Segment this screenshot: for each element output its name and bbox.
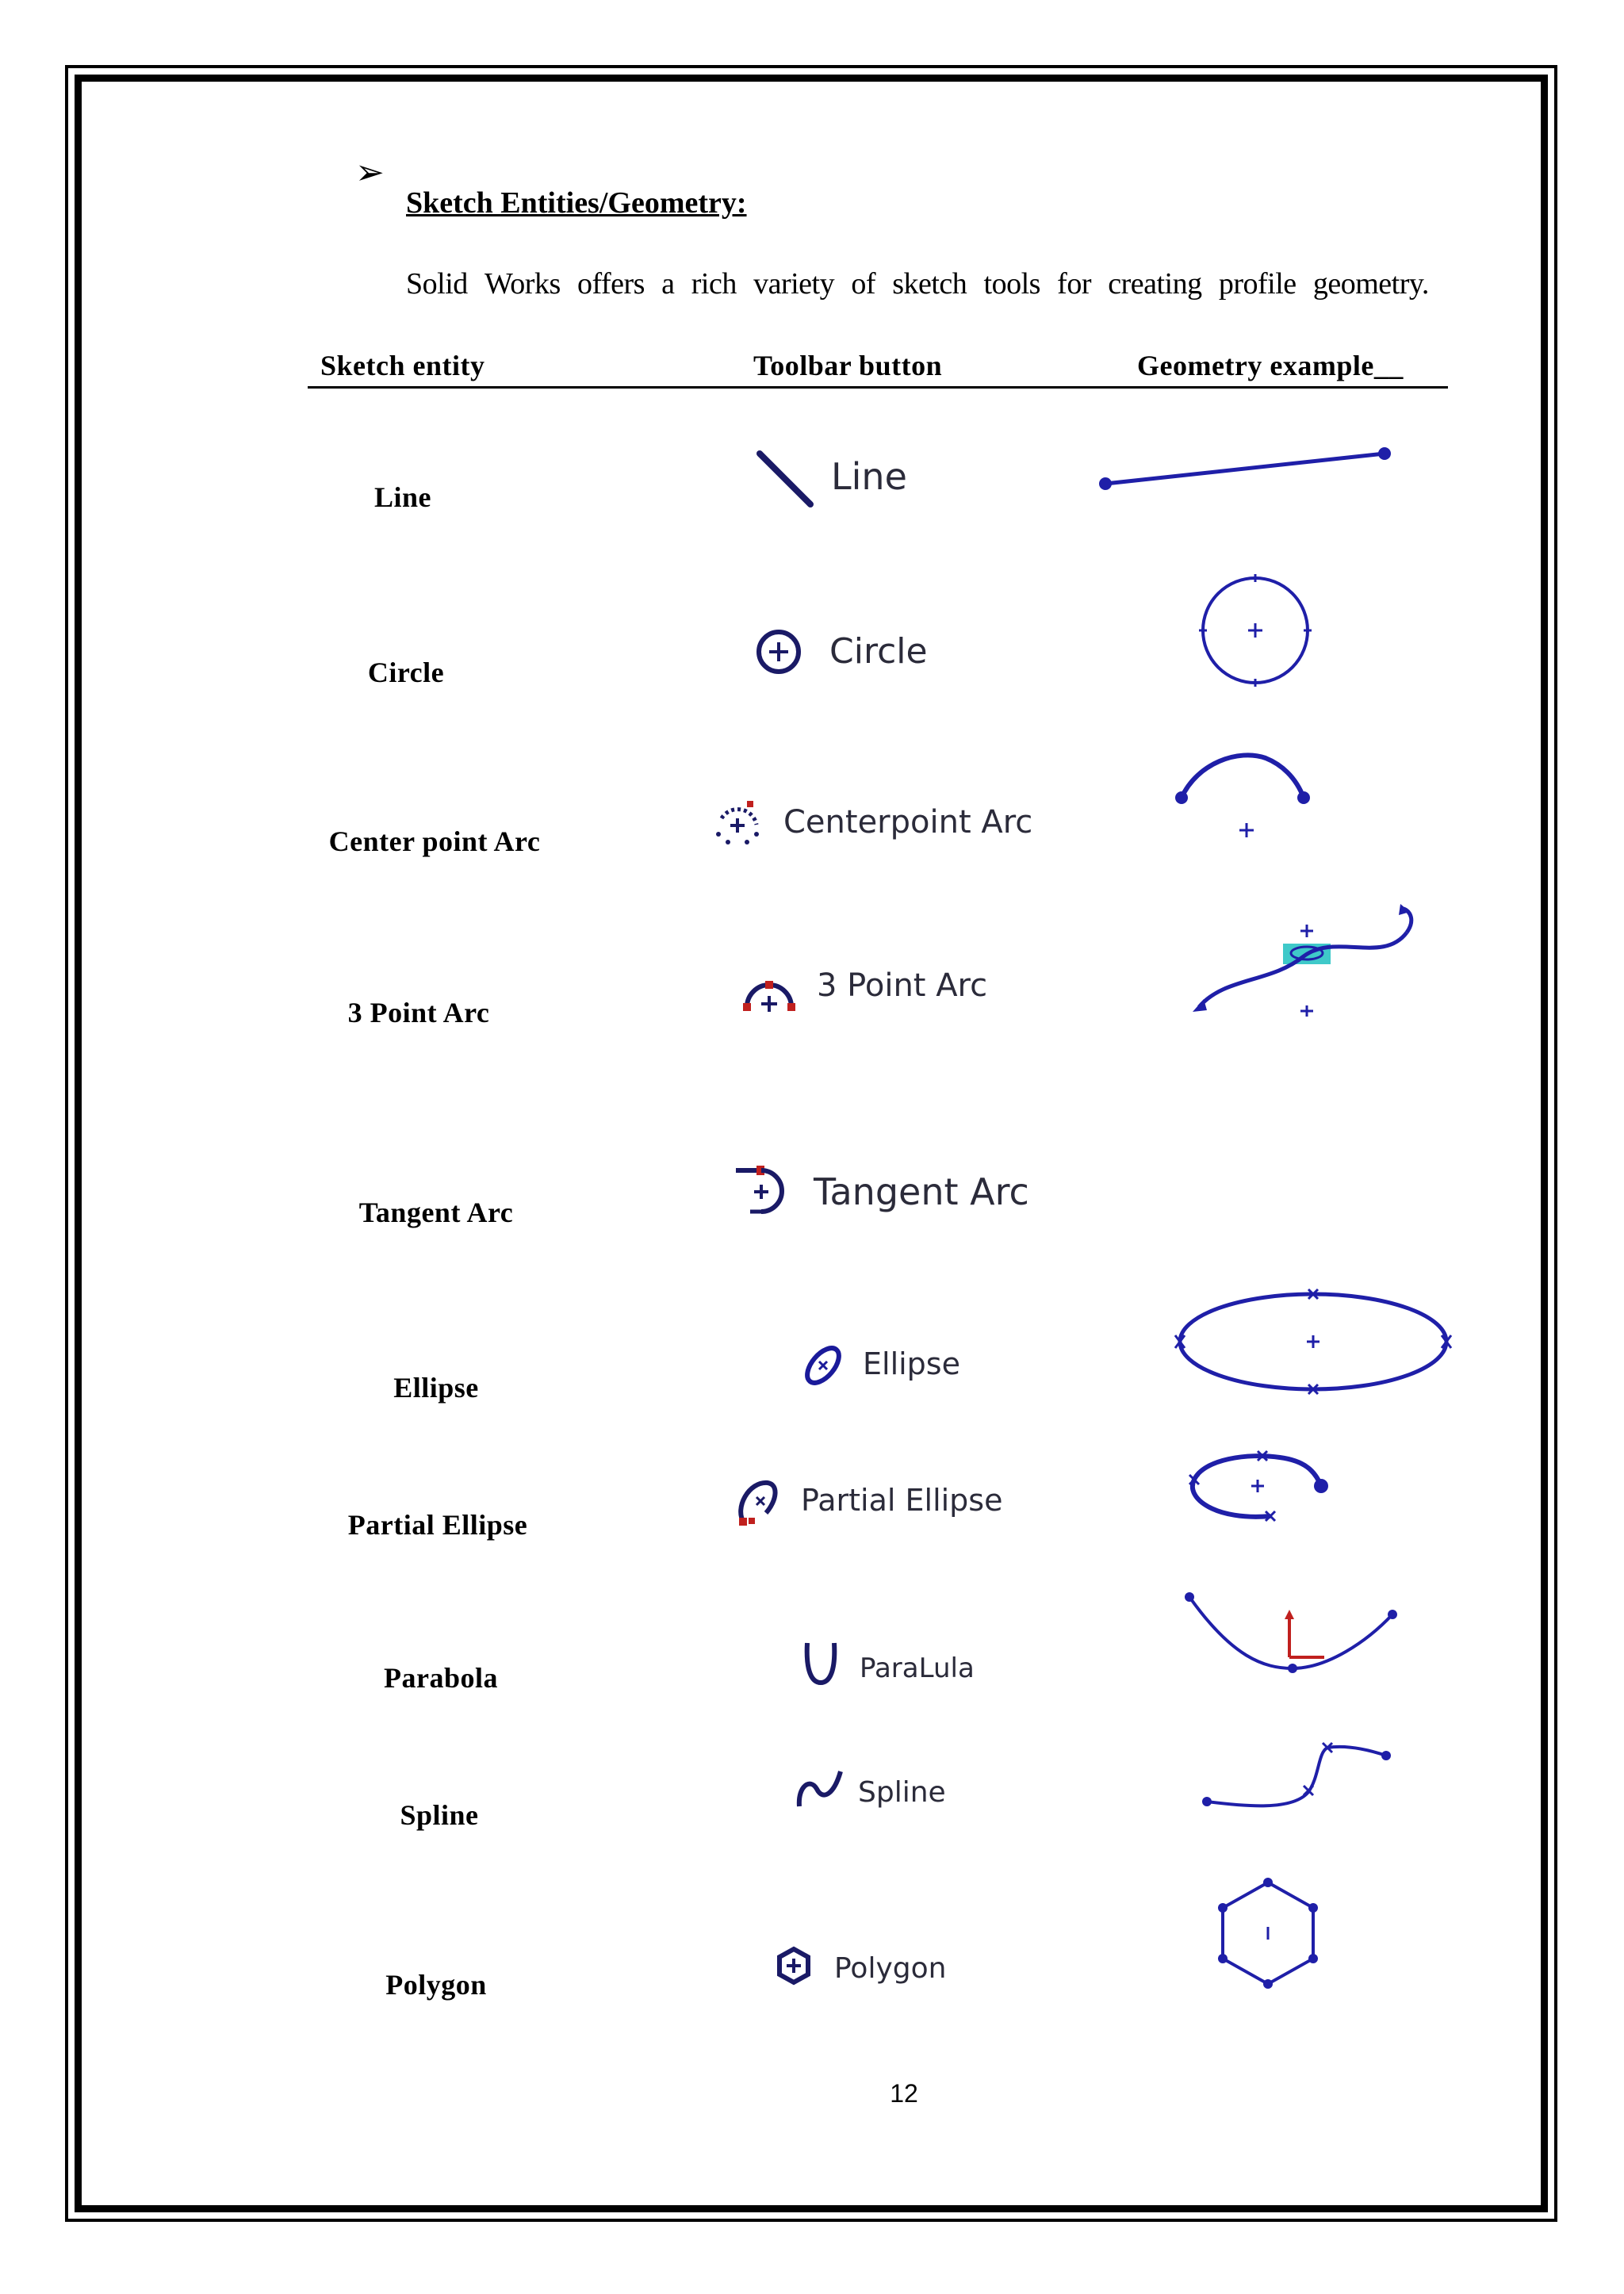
geometry-example-centerpoint-arc	[1162, 737, 1337, 848]
intro-word: of	[851, 267, 875, 301]
geometry-example-partial-ellipse	[1185, 1438, 1343, 1534]
parabola-icon[interactable]	[801, 1640, 841, 1687]
intro-word: a	[661, 267, 675, 301]
intro-word: profile	[1218, 267, 1297, 301]
intro-word: sketch	[892, 267, 967, 301]
intro-word: creating	[1108, 267, 1202, 301]
tangent-arc-icon[interactable]	[733, 1161, 788, 1221]
section-heading: Sketch Entities/Geometry:	[406, 186, 747, 220]
intro-word: Works	[484, 267, 561, 301]
intro-word: offers	[576, 267, 645, 301]
geometry-example-ellipse	[1170, 1280, 1456, 1407]
ellipse-icon[interactable]	[799, 1342, 847, 1389]
geometry-example-polygon	[1208, 1875, 1327, 1993]
toolbar-button-centerpoint-arc[interactable]: Centerpoint Arc	[783, 804, 1033, 841]
circle-icon[interactable]	[753, 626, 804, 677]
entity-label-spline: Spline	[400, 1799, 479, 1831]
intro-paragraph	[406, 266, 1429, 301]
toolbar-button-circle[interactable]: Circle	[829, 631, 928, 672]
entity-label-polygon: Polygon	[385, 1969, 487, 2001]
arrow-bullet-icon: ➢	[355, 152, 385, 193]
entity-label-tangent-arc: Tangent Arc	[358, 1197, 514, 1228]
toolbar-button-spline[interactable]: Spline	[858, 1776, 946, 1809]
line-icon[interactable]	[753, 447, 817, 511]
geometry-example-spline	[1197, 1729, 1404, 1816]
toolbar-button-3-point-arc[interactable]: 3 Point Arc	[817, 967, 988, 1004]
partial-ellipse-icon[interactable]	[733, 1476, 780, 1529]
entity-label-centerpoint-arc: Center point Arc	[328, 825, 541, 857]
spline-icon[interactable]	[795, 1762, 845, 1813]
entity-label-line: Line	[373, 481, 431, 513]
geometry-example-line	[1086, 436, 1396, 500]
geometry-example-circle	[1188, 563, 1323, 698]
geometry-example-3-point-arc	[1177, 901, 1438, 1036]
intro-word: variety	[753, 267, 835, 301]
intro-word: tools	[983, 267, 1040, 301]
toolbar-button-partial-ellipse[interactable]: Partial Ellipse	[801, 1483, 1003, 1518]
geometry-example-parabola	[1177, 1586, 1407, 1689]
column-header-geometry: Geometry example__	[1137, 350, 1404, 381]
toolbar-button-line[interactable]: Line	[831, 455, 907, 498]
entity-label-circle: Circle	[367, 657, 445, 688]
toolbar-button-polygon[interactable]: Polygon	[834, 1952, 947, 1985]
three-point-arc-icon[interactable]	[741, 969, 798, 1017]
header-underline	[308, 386, 1448, 389]
entity-label-parabola: Parabola	[384, 1662, 498, 1694]
intro-word: geometry.	[1312, 267, 1429, 301]
column-header-entity: Sketch entity	[320, 350, 485, 381]
centerpoint-arc-icon[interactable]	[710, 796, 766, 852]
toolbar-button-ellipse[interactable]: Ellipse	[863, 1346, 960, 1381]
entity-label-3-point-arc: 3 Point Arc	[347, 997, 490, 1028]
toolbar-button-tangent-arc[interactable]: Tangent Arc	[814, 1170, 1029, 1213]
intro-word: Solid	[406, 267, 468, 301]
polygon-icon[interactable]	[774, 1946, 814, 1986]
intro-word: rich	[691, 267, 737, 301]
entity-label-ellipse: Ellipse	[393, 1372, 479, 1404]
column-header-toolbar: Toolbar button	[753, 350, 943, 381]
toolbar-button-parabola[interactable]: ParaLula	[860, 1653, 975, 1684]
page-number: 12	[890, 2079, 918, 2108]
intro-word: for	[1057, 267, 1091, 301]
entity-label-partial-ellipse: Partial Ellipse	[347, 1509, 528, 1541]
